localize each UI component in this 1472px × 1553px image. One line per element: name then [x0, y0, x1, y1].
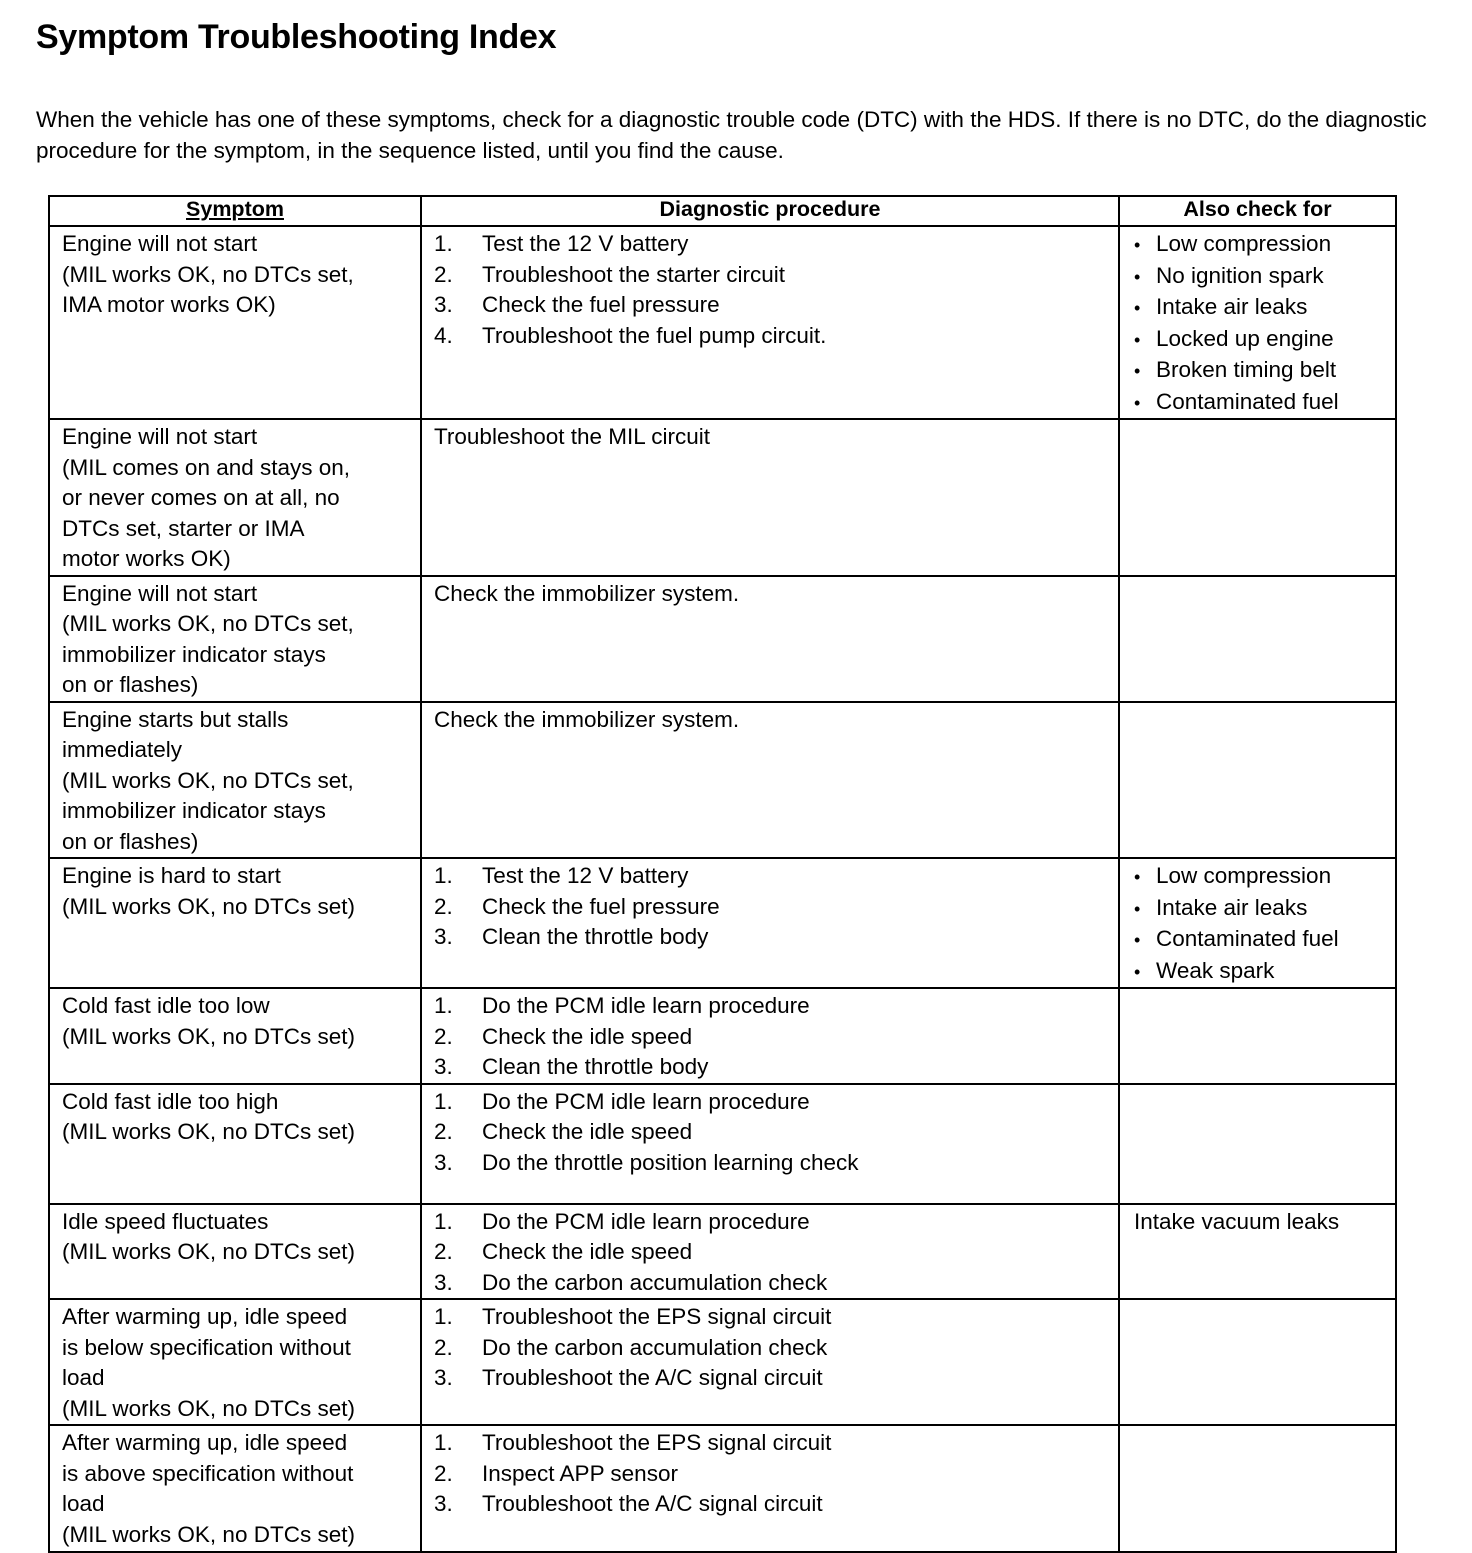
also-check-cell — [1119, 1299, 1396, 1425]
header-procedure: Diagnostic procedure — [421, 196, 1119, 226]
step-text: Clean the throttle body — [482, 924, 709, 949]
step-number: 3. — [434, 1149, 453, 1175]
step-number: 3. — [434, 1054, 453, 1079]
procedure-cell — [421, 419, 1119, 576]
procedure-step — [434, 1363, 1106, 1394]
table-row — [49, 419, 1396, 576]
procedure-step — [434, 1489, 1106, 1520]
symptom-line: (MIL works OK, no DTCs set) — [62, 1119, 355, 1144]
symptom-line: Engine is hard to start — [62, 863, 281, 888]
procedure-cell — [421, 1084, 1119, 1204]
procedure-step — [434, 861, 1106, 892]
symptom-cell — [49, 226, 421, 419]
symptom-line: (MIL works OK, no DTCs set) — [62, 893, 355, 919]
symptom-line: (MIL comes on and stays on, — [62, 454, 351, 480]
symptom-line: Idle speed fluctuates — [62, 1208, 269, 1234]
procedure-cell — [421, 226, 1119, 419]
procedure-step — [434, 1302, 1106, 1333]
symptom-line: motor works OK) — [62, 546, 231, 571]
symptom-line: (MIL works OK, no DTCs set, — [62, 261, 354, 287]
also-check-cell — [1119, 419, 1396, 576]
procedure-step — [434, 1022, 1106, 1053]
symptom-line: immediately — [62, 737, 183, 762]
procedure-cell — [421, 858, 1119, 988]
also-check-cell — [1119, 1204, 1396, 1300]
step-text: Do the PCM idle learn procedure — [482, 1088, 810, 1114]
step-number: 2. — [434, 1334, 453, 1360]
step-number: 2. — [434, 1023, 453, 1049]
step-number: 2. — [434, 1239, 453, 1264]
symptom-line: (MIL works OK, no DTCs set) — [62, 1521, 355, 1547]
step-text: Do the PCM idle learn procedure — [482, 993, 810, 1018]
step-text: Troubleshoot the A/C signal circuit — [482, 1365, 823, 1390]
table-row — [49, 988, 1396, 1084]
step-text: Troubleshoot the starter circuit — [482, 261, 786, 287]
symptom-line: immobilizer indicator stays — [62, 798, 326, 823]
symptom-line: on or flashes) — [62, 672, 199, 697]
step-number: 3. — [434, 924, 453, 949]
table-row — [49, 1204, 1396, 1300]
also-check-item: • Low compression — [1134, 229, 1383, 261]
page-title: Symptom Troubleshooting Index — [36, 18, 557, 56]
procedure-step — [434, 991, 1106, 1022]
procedure-text: Check the immobilizer system. — [434, 706, 740, 732]
step-number: 1. — [434, 993, 453, 1018]
symptom-cell — [49, 858, 421, 988]
step-text: Check the idle speed — [482, 1119, 693, 1144]
step-text: Test the 12 V battery — [482, 863, 689, 888]
symptom-cell — [49, 1204, 421, 1300]
step-text: Do the carbon accumulation check — [482, 1269, 828, 1295]
also-check-item: • Contaminated fuel — [1134, 924, 1383, 956]
procedure-step — [434, 922, 1106, 953]
step-number: 2. — [434, 261, 453, 287]
header-also-check: Also check for — [1119, 196, 1396, 226]
intro-text: When the vehicle has one of these symptoms, check for a diagnostic trouble code (DTC) with the HDS. If there is no DTC, do the diagnostic procedure for the symptom, in the sequence listed, until you find the cause. — [36, 107, 1427, 163]
step-text: Do the PCM idle learn procedure — [482, 1208, 810, 1234]
also-check-item: • Locked up engine — [1134, 324, 1383, 356]
procedure-step — [434, 260, 1106, 291]
procedure-step — [434, 1087, 1106, 1118]
also-check-cell — [1119, 226, 1396, 419]
step-text: Test the 12 V battery — [482, 231, 689, 256]
step-number: 2. — [434, 1119, 453, 1144]
procedure-cell — [421, 1425, 1119, 1552]
symptom-line: (MIL works OK, no DTCs set) — [62, 1239, 355, 1264]
table-row — [49, 858, 1396, 988]
step-text: Do the throttle position learning check — [482, 1149, 859, 1175]
symptom-line: (MIL works OK, no DTCs set, — [62, 611, 354, 636]
step-text: Troubleshoot the A/C signal circuit — [482, 1491, 823, 1516]
step-text: Troubleshoot the fuel pump circuit. — [482, 322, 827, 348]
symptom-line: or never comes on at all, no — [62, 485, 340, 510]
step-number: 1. — [434, 863, 453, 888]
symptom-line: IMA motor works OK) — [62, 292, 276, 317]
step-number: 1. — [434, 1430, 453, 1455]
also-check-cell — [1119, 1425, 1396, 1552]
table-row — [49, 1299, 1396, 1425]
symptom-line: load — [62, 1491, 105, 1516]
symptom-cell — [49, 702, 421, 859]
procedure-cell — [421, 988, 1119, 1084]
step-number: 3. — [434, 1365, 453, 1390]
symptom-line: Cold fast idle too low — [62, 993, 270, 1018]
symptom-line: is above specification without — [62, 1460, 354, 1486]
step-number: 1. — [434, 1304, 453, 1329]
procedure-step — [434, 1333, 1106, 1364]
procedure-step — [434, 1237, 1106, 1268]
procedure-cell — [421, 576, 1119, 702]
procedure-step — [434, 1268, 1106, 1299]
step-text: Inspect APP sensor — [482, 1460, 678, 1486]
procedure-step — [434, 1207, 1106, 1238]
symptom-cell — [49, 1299, 421, 1425]
symptom-line: immobilizer indicator stays — [62, 641, 326, 667]
step-number: 3. — [434, 1269, 453, 1295]
step-text: Troubleshoot the EPS signal circuit — [482, 1430, 832, 1455]
symptom-cell — [49, 576, 421, 702]
procedure-text: Check the immobilizer system. — [434, 580, 740, 606]
symptom-table — [48, 195, 1397, 1553]
symptom-cell — [49, 419, 421, 576]
also-check-cell — [1119, 858, 1396, 988]
step-number: 1. — [434, 231, 453, 256]
table-row — [49, 702, 1396, 859]
procedure-step — [434, 1117, 1106, 1148]
table-row — [49, 1084, 1396, 1204]
symptom-line: (MIL works OK, no DTCs set, — [62, 767, 354, 793]
also-check-item: • No ignition spark — [1134, 261, 1383, 293]
procedure-cell — [421, 702, 1119, 859]
symptom-line: (MIL works OK, no DTCs set) — [62, 1395, 355, 1421]
step-number: 4. — [434, 322, 453, 348]
table-row — [49, 1425, 1396, 1552]
procedure-step — [434, 892, 1106, 923]
also-check-item: • Intake air leaks — [1134, 292, 1383, 324]
procedure-cell — [421, 1299, 1119, 1425]
symptom-line: Cold fast idle too high — [62, 1088, 279, 1114]
step-text: Do the carbon accumulation check — [482, 1334, 828, 1360]
symptom-line: After warming up, idle speed — [62, 1304, 348, 1329]
procedure-text: Troubleshoot the MIL circuit — [434, 424, 710, 449]
symptom-line: Engine will not start — [62, 231, 258, 256]
symptom-line: DTCs set, starter or IMA — [62, 515, 305, 541]
header-symptom: Symptom — [49, 196, 421, 226]
symptom-cell — [49, 1425, 421, 1552]
procedure-step — [434, 229, 1106, 260]
step-text: Check the fuel pressure — [482, 292, 720, 317]
step-text: Clean the throttle body — [482, 1054, 709, 1079]
procedure-step — [434, 321, 1106, 352]
symptom-line: is below specification without — [62, 1334, 351, 1360]
also-check-cell — [1119, 702, 1396, 859]
table-header-row — [49, 196, 1396, 226]
also-check-cell — [1119, 1084, 1396, 1204]
step-text: Check the idle speed — [482, 1239, 693, 1264]
procedure-cell — [421, 1204, 1119, 1300]
step-text: Check the idle speed — [482, 1023, 693, 1049]
procedure-step — [434, 1459, 1106, 1490]
step-number: 3. — [434, 1491, 453, 1516]
table-row — [49, 226, 1396, 419]
step-number: 1. — [434, 1088, 453, 1114]
also-check-item: • Contaminated fuel — [1134, 387, 1383, 419]
procedure-step — [434, 290, 1106, 321]
step-number: 1. — [434, 1208, 453, 1234]
step-number: 3. — [434, 292, 453, 317]
also-check-item: • Weak spark — [1134, 956, 1383, 988]
symptom-cell — [49, 1084, 421, 1204]
table-row — [49, 576, 1396, 702]
step-number: 2. — [434, 893, 453, 919]
step-text: Check the fuel pressure — [482, 893, 720, 919]
symptom-line: on or flashes) — [62, 828, 199, 854]
also-check-item: Intake vacuum leaks — [1134, 1208, 1340, 1234]
symptom-line: Engine starts but stalls — [62, 706, 289, 732]
also-check-cell — [1119, 988, 1396, 1084]
also-check-item: • Broken timing belt — [1134, 355, 1383, 387]
step-number: 2. — [434, 1460, 453, 1486]
symptom-line: load — [62, 1365, 105, 1390]
procedure-step — [434, 1148, 1106, 1179]
also-check-item: • Low compression — [1134, 861, 1383, 893]
step-text: Troubleshoot the EPS signal circuit — [482, 1304, 832, 1329]
symptom-cell — [49, 988, 421, 1084]
also-check-cell — [1119, 576, 1396, 702]
also-check-item: • Intake air leaks — [1134, 893, 1383, 925]
procedure-step — [434, 1052, 1106, 1083]
symptom-line: After warming up, idle speed — [62, 1430, 348, 1455]
procedure-step — [434, 1428, 1106, 1459]
symptom-line: Engine will not start — [62, 580, 258, 606]
symptom-line: Engine will not start — [62, 424, 258, 449]
symptom-line: (MIL works OK, no DTCs set) — [62, 1023, 355, 1049]
